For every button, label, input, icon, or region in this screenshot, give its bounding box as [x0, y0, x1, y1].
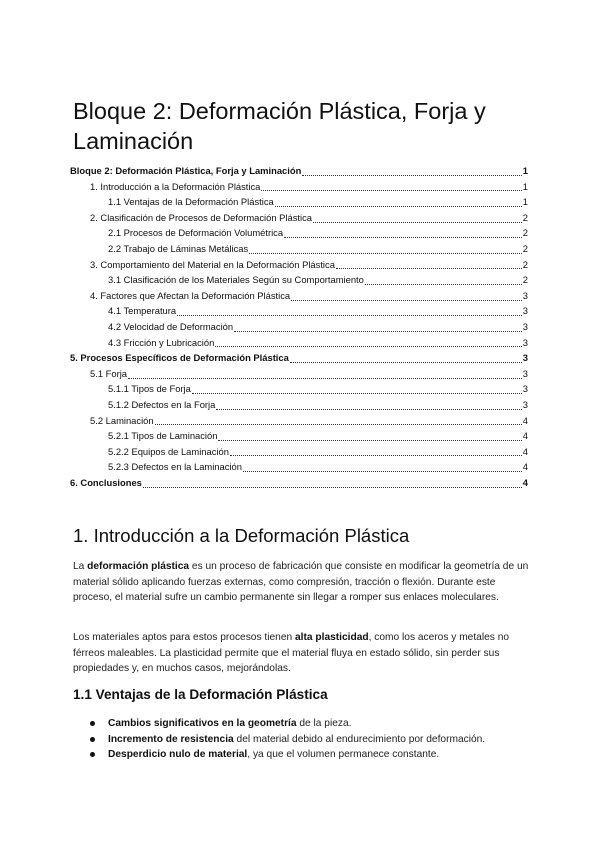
toc-entry-label: 4. Factores que Afectan la Deformación Plástica — [90, 289, 291, 301]
toc-leader-dots — [128, 371, 522, 379]
toc-entry[interactable] — [70, 381, 528, 397]
paragraph-intro — [73, 559, 533, 606]
list-item — [90, 747, 540, 763]
toc-leader-dots — [313, 215, 522, 223]
toc-entry[interactable] — [70, 413, 528, 429]
toc-leader-dots — [234, 324, 522, 332]
toc-entry-page: 3 — [522, 336, 528, 348]
toc-entry-label: 2.2 Trabajo de Láminas Metálicas — [108, 242, 249, 254]
toc-entry-label: 1. Introducción a la Deformación Plástica — [90, 180, 261, 192]
toc-entry-page: 1 — [522, 180, 528, 192]
toc-entry-label: 6. Conclusiones — [70, 476, 142, 488]
toc-entry[interactable] — [70, 163, 528, 179]
toc-leader-dots — [261, 183, 521, 191]
toc-entry-label: 2. Clasificación de Procesos de Deformación Plástica — [90, 211, 312, 223]
table-of-contents — [70, 163, 528, 490]
toc-entry-page: 2 — [522, 274, 528, 286]
list-item-text: , ya que el volumen permanece constante. — [247, 749, 440, 761]
toc-entry[interactable] — [70, 272, 528, 288]
toc-entry[interactable] — [70, 335, 528, 351]
toc-entry-page: 2 — [522, 242, 528, 254]
toc-entry[interactable] — [70, 303, 528, 319]
toc-leader-dots — [275, 199, 522, 207]
list-item-text: del material debido al endurecimiento por deformación. — [233, 733, 486, 745]
toc-leader-dots — [143, 480, 522, 488]
toc-leader-dots — [177, 308, 522, 316]
toc-leader-dots — [230, 448, 522, 456]
toc-entry-label: 5.2 Laminación — [90, 414, 154, 426]
bullet-icon — [90, 721, 95, 726]
toc-entry-label: 5.2.3 Defectos en la Laminación — [108, 461, 242, 473]
toc-entry-label: 5. Procesos Específicos de Deformación Plástica — [70, 352, 289, 364]
toc-entry[interactable] — [70, 210, 528, 226]
toc-leader-dots — [249, 246, 522, 254]
toc-entry-page: 3 — [522, 383, 528, 395]
advantages-list — [90, 716, 540, 763]
paragraph-text: La — [73, 561, 88, 572]
toc-entry-label: Bloque 2: Deformación Plástica, Forja y Laminación — [70, 165, 302, 176]
toc-leader-dots — [284, 230, 522, 238]
toc-entry-label: 5.2.1 Tipos de Laminación — [108, 430, 218, 442]
toc-entry[interactable] — [70, 459, 528, 475]
toc-entry-page: 3 — [522, 289, 528, 301]
toc-entry[interactable] — [70, 475, 528, 491]
toc-entry-page: 2 — [522, 211, 528, 223]
toc-leader-dots — [155, 417, 522, 425]
toc-entry-label: 1.1 Ventajas de la Deformación Plástica — [108, 196, 274, 208]
toc-leader-dots — [218, 433, 521, 441]
toc-leader-dots — [192, 386, 522, 394]
toc-entry[interactable] — [70, 257, 528, 273]
toc-entry-label: 4.1 Temperatura — [108, 305, 177, 317]
bullet-icon — [90, 737, 95, 742]
toc-leader-dots — [336, 261, 522, 269]
toc-entry-label: 5.1 Forja — [90, 367, 127, 379]
paragraph-materials — [73, 630, 533, 677]
toc-leader-dots — [216, 402, 521, 410]
toc-entry-page: 4 — [522, 476, 528, 488]
toc-entry[interactable] — [70, 350, 528, 366]
toc-leader-dots — [291, 293, 522, 301]
toc-entry-label: 4.3 Fricción y Lubricación — [108, 336, 215, 348]
toc-entry-page: 3 — [522, 352, 528, 364]
toc-entry[interactable] — [70, 225, 528, 241]
toc-entry-page: 1 — [522, 165, 528, 176]
section-heading-1: 1. Introducción a la Deformación Plástica — [73, 525, 410, 546]
toc-entry-page: 3 — [522, 305, 528, 317]
toc-entry-page: 4 — [522, 414, 528, 426]
bold-term: Cambios significativos en la geometría — [108, 718, 297, 729]
toc-entry-label: 5.2.2 Equipos de Laminación — [108, 445, 229, 457]
toc-entry-label: 5.1.1 Tipos de Forja — [108, 383, 191, 395]
toc-leader-dots — [243, 464, 522, 472]
toc-entry[interactable] — [70, 179, 528, 195]
toc-leader-dots — [290, 355, 522, 363]
section-heading-1-1: 1.1 Ventajas de la Deformación Plástica — [73, 687, 328, 702]
toc-entry-page: 3 — [522, 367, 528, 379]
toc-entry-page: 2 — [522, 227, 528, 239]
toc-entry-page: 3 — [522, 398, 528, 410]
bold-term: alta plasticidad — [295, 632, 369, 643]
toc-entry[interactable] — [70, 397, 528, 413]
toc-entry-page: 4 — [522, 430, 528, 442]
bold-term: Incremento de resistencia — [108, 733, 234, 745]
toc-leader-dots — [365, 277, 522, 285]
paragraph-text: Los materiales aptos para estos procesos tienen — [73, 632, 295, 643]
toc-entry[interactable] — [70, 319, 528, 335]
toc-entry-page: 3 — [522, 320, 528, 332]
toc-entry[interactable] — [70, 241, 528, 257]
toc-entry[interactable] — [70, 194, 528, 210]
toc-entry-page: 4 — [522, 445, 528, 457]
bold-term: deformación plástica — [87, 561, 190, 572]
document-title: Bloque 2: Deformación Plástica, Forja y Laminación — [73, 98, 486, 154]
paragraph-text: es un proceso de fabricación que consiste en modificar la geometría de un material sólido aplicando fuerzas externas, como compresión, tracción o flexión. Durante este proceso, el material sufre un cambio permanente sin llegar a romper sus enlaces moleculares. — [73, 561, 529, 604]
toc-entry-label: 5.1.2 Defectos en la Forja — [108, 398, 216, 410]
list-item-text: de la pieza. — [296, 718, 352, 729]
toc-entry-label: 4.2 Velocidad de Deformación — [108, 320, 234, 332]
toc-entry-label: 3. Comportamiento del Material en la Deformación Plástica — [90, 258, 335, 270]
toc-entry[interactable] — [70, 288, 528, 304]
bullet-icon — [90, 752, 95, 757]
toc-entry[interactable] — [70, 428, 528, 444]
toc-entry-label: 3.1 Clasificación de los Materiales Según su Comportamiento — [108, 274, 364, 286]
toc-entry-page: 4 — [522, 461, 528, 473]
paragraph-text: , como los aceros y metales no férreos maleables. La plasticidad permite que el material fluya en estado sólido, sin perder sus propiedades y, en muchos casos, mejorándolas. — [73, 632, 510, 675]
toc-entry[interactable] — [70, 366, 528, 382]
toc-entry-label: 2.1 Procesos de Deformación Volumétrica — [108, 227, 284, 239]
toc-entry-page: 1 — [522, 196, 528, 208]
toc-entry[interactable] — [70, 444, 528, 460]
list-item — [90, 732, 540, 748]
toc-leader-dots — [302, 168, 521, 176]
toc-leader-dots — [215, 339, 521, 347]
toc-entry-page: 2 — [522, 258, 528, 270]
bold-term: Desperdicio nulo de material — [108, 749, 248, 761]
list-item — [90, 716, 540, 732]
